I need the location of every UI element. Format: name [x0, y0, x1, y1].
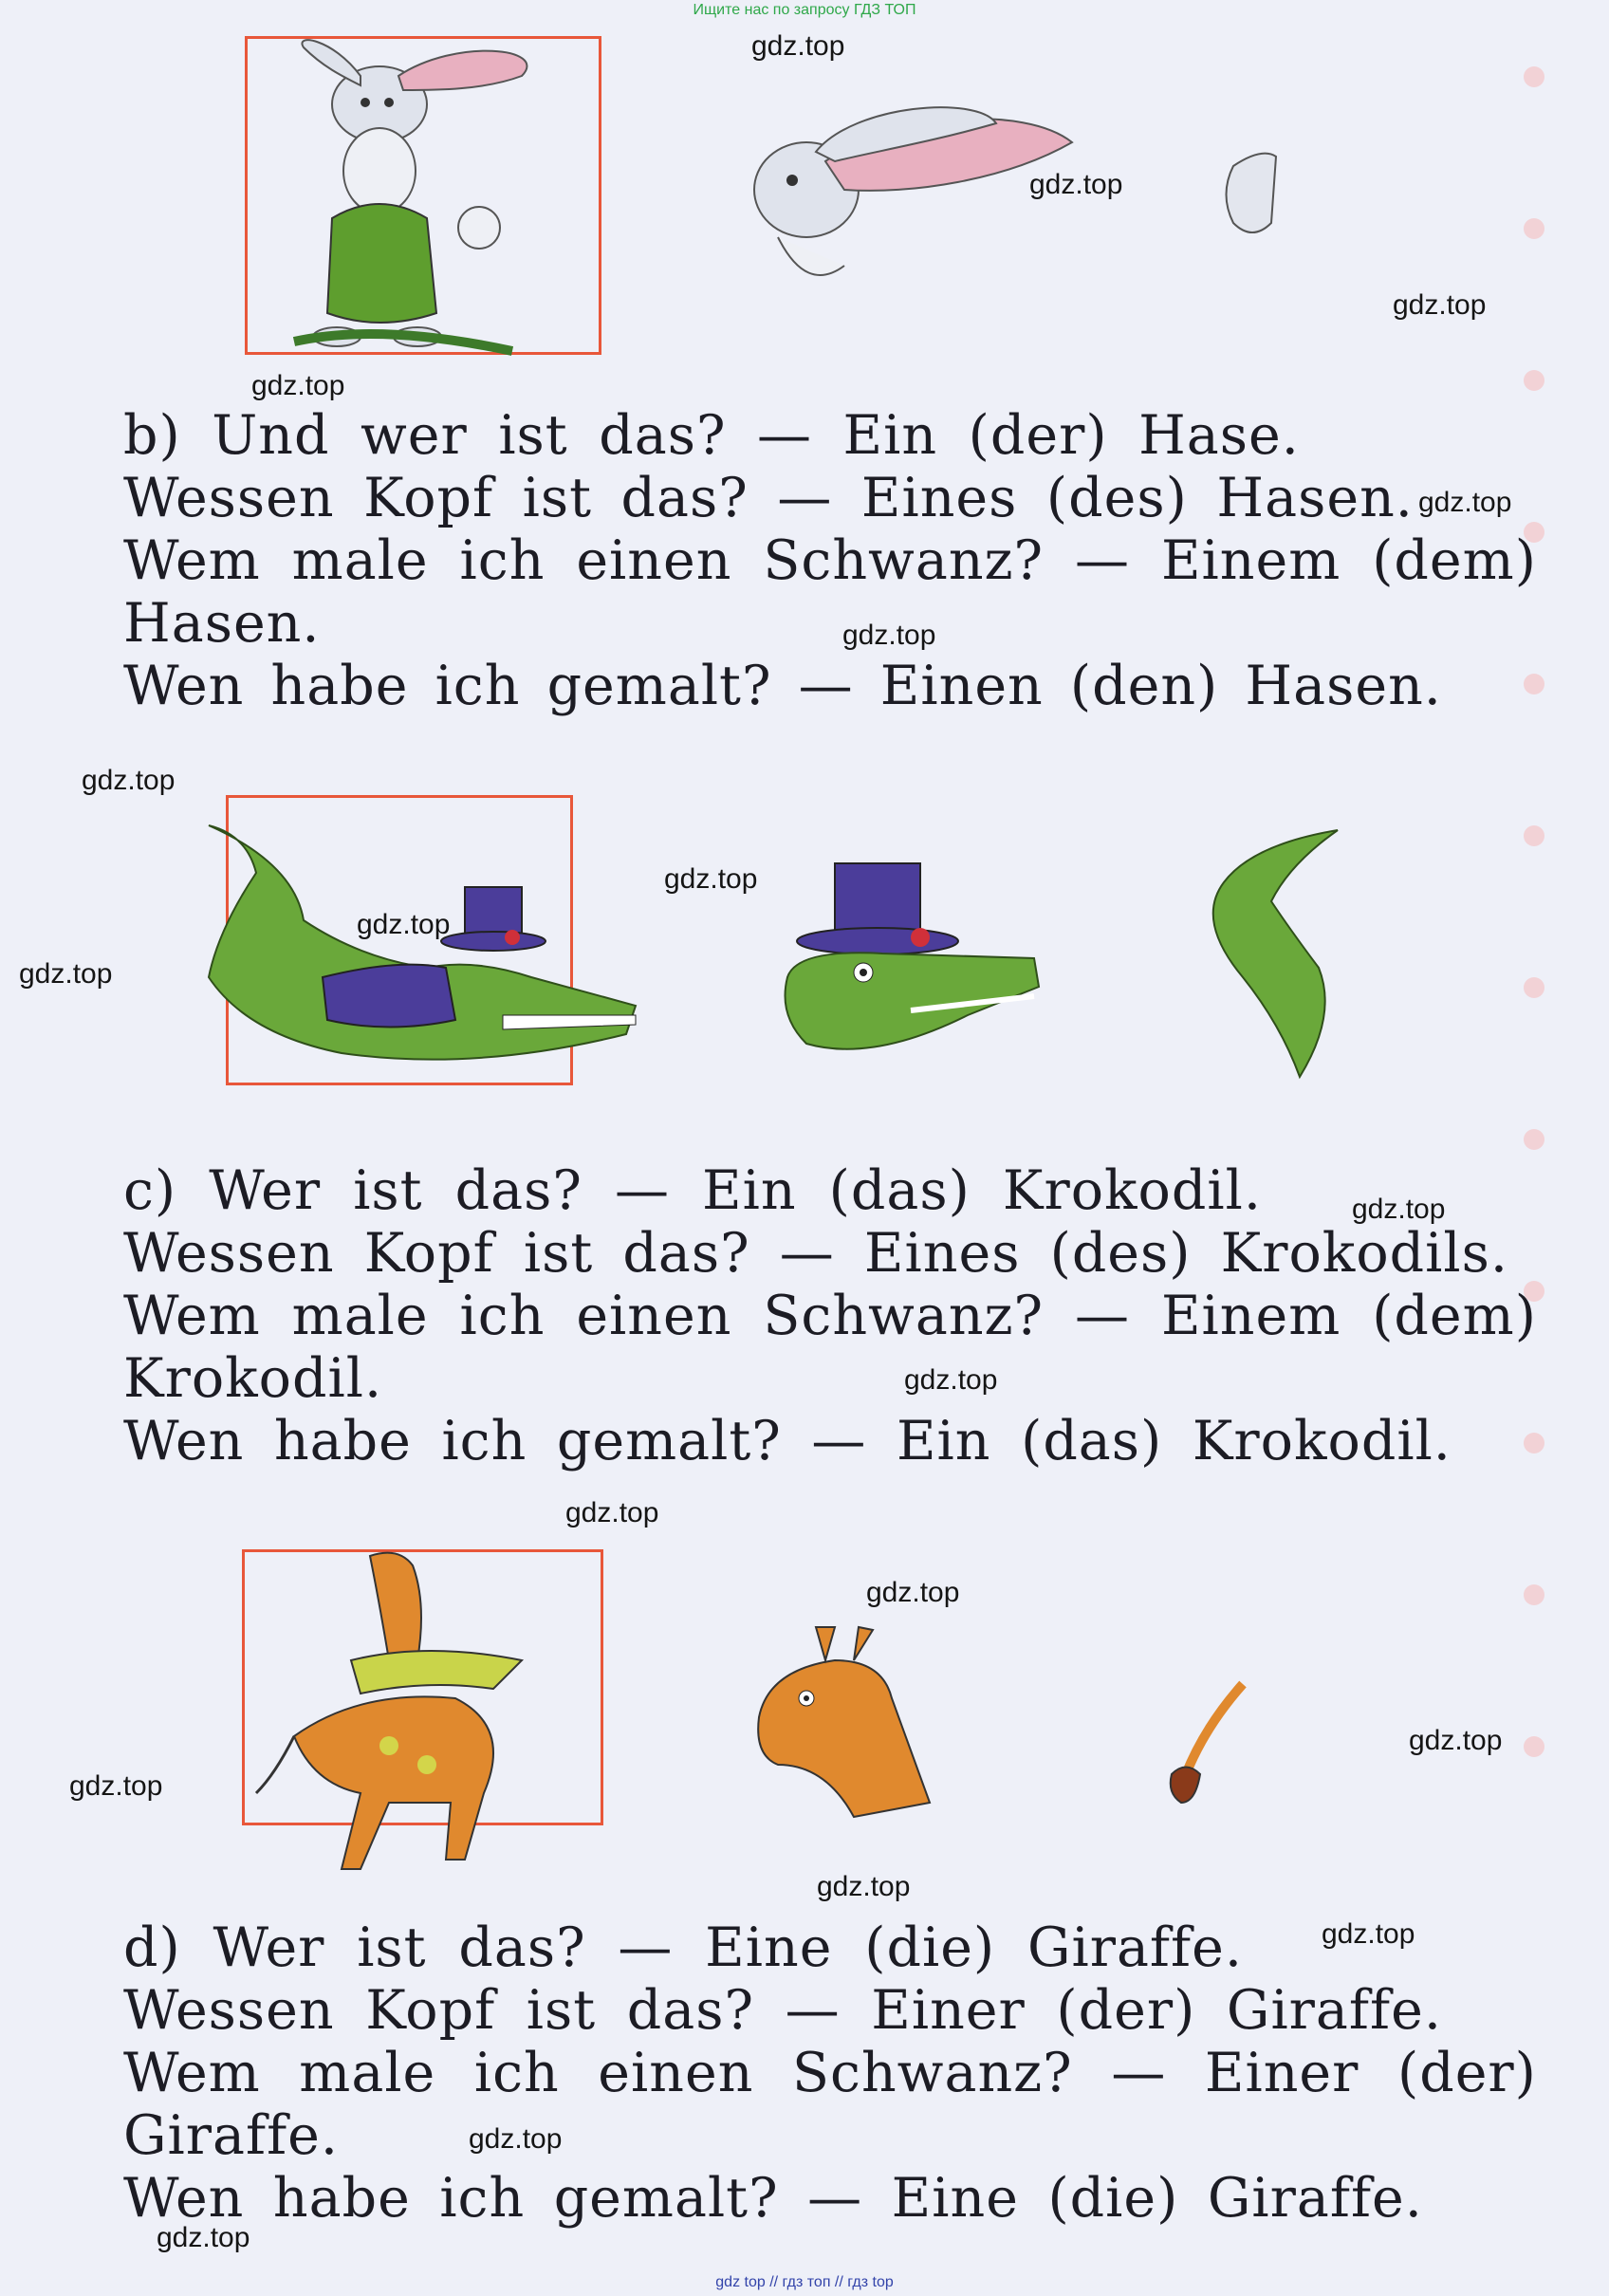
word: Krokodil.	[1002, 1159, 1262, 1222]
watermark: gdz.top	[1409, 1725, 1503, 1756]
word: Wem	[123, 1285, 261, 1347]
section-c	[123, 1159, 1262, 1222]
word: male	[291, 529, 429, 592]
word: —	[807, 2167, 863, 2230]
word: Wer	[213, 1916, 325, 1979]
watermark: gdz.top	[565, 1497, 659, 1528]
crocodile-full-illustration	[190, 816, 645, 1110]
watermark: gdz.top	[866, 1577, 960, 1608]
word: ist	[498, 404, 568, 467]
giraffe-full-illustration	[237, 1546, 560, 1879]
section-b-line-5	[123, 655, 1442, 717]
word: gemalt?	[546, 655, 772, 717]
watermark: gdz.top	[69, 1770, 163, 1802]
word: habe	[270, 655, 409, 717]
word: Ein	[702, 1159, 797, 1222]
section-c-5	[123, 1410, 1452, 1472]
word: —	[618, 1916, 674, 1979]
word: Krokodil.	[123, 1347, 383, 1410]
crocodile-tail-illustration	[1176, 825, 1347, 1082]
word: Wer	[209, 1159, 322, 1222]
watermark: gdz.top	[664, 863, 758, 895]
word: das?	[454, 1159, 583, 1222]
word: ist	[526, 1979, 597, 2042]
word: Krokodil.	[1192, 1410, 1452, 1472]
section-d	[123, 1916, 1243, 1979]
section-b-line-3	[123, 529, 1537, 592]
word: ich	[441, 1410, 527, 1472]
word: Einer	[871, 1979, 1026, 2042]
section-d-line-3	[123, 2042, 1537, 2104]
decorative-dots	[1524, 66, 1552, 1869]
section-b-line-4	[123, 592, 1537, 655]
crocodile-head-illustration	[778, 854, 1044, 1072]
word: habe	[272, 2167, 411, 2230]
word: —	[779, 1222, 835, 1285]
word: Wen	[123, 2167, 245, 2230]
watermark: gdz.top	[251, 370, 345, 401]
word: Einer	[1204, 2042, 1359, 2104]
word: Wen	[123, 1410, 245, 1472]
word: Schwanz?	[791, 2042, 1073, 2104]
section-d-line-5	[123, 2167, 1423, 2230]
word: male	[291, 1285, 429, 1347]
word: (dem)	[1372, 1285, 1537, 1347]
section-d-line-1	[123, 1916, 1243, 1979]
word: Hase.	[1138, 404, 1300, 467]
word: (die)	[1047, 2167, 1179, 2230]
word: (das)	[828, 1159, 971, 1222]
watermark: gdz.top	[751, 30, 845, 62]
word: ist	[353, 1159, 423, 1222]
word: Eines	[860, 467, 1018, 529]
section-c-line-2	[123, 1222, 1508, 1285]
section-d-5	[123, 2167, 1423, 2230]
word: ich	[439, 2167, 526, 2230]
section-c-line-1	[123, 1159, 1262, 1222]
watermark: gdz.top	[817, 1871, 911, 1902]
word: Kopf	[363, 467, 494, 529]
word: —	[1075, 1285, 1131, 1347]
word: ist	[357, 1916, 427, 1979]
section-c-3	[123, 1285, 1537, 1410]
word: (des)	[1049, 1222, 1192, 1285]
bottom-banner: gdz top // гдз топ // гдз top	[715, 2274, 894, 2290]
word: ich	[473, 2042, 560, 2104]
section-b	[123, 404, 1300, 467]
watermark: gdz.top	[1352, 1194, 1446, 1225]
word: gemalt?	[553, 2167, 779, 2230]
watermark: gdz.top	[157, 2222, 250, 2253]
word: Einem	[1160, 529, 1341, 592]
section-d-3	[123, 2042, 1537, 2167]
section-d-2	[123, 1979, 1442, 2042]
word: gemalt?	[556, 1410, 782, 1472]
word: ich	[459, 1285, 546, 1347]
word: ist	[522, 467, 593, 529]
word: (der)	[1056, 1979, 1196, 2042]
word: —	[785, 1979, 841, 2042]
word: Wem	[123, 529, 261, 592]
word: Eines	[863, 1222, 1021, 1285]
word: einen	[598, 2042, 754, 2104]
watermark: gdz.top	[842, 620, 936, 651]
section-b-2	[123, 467, 1414, 529]
word: Giraffe.	[1026, 1916, 1243, 1979]
watermark: gdz.top	[1418, 487, 1512, 518]
word: (die)	[864, 1916, 996, 1979]
word: das?	[458, 1916, 586, 1979]
section-b-5	[123, 655, 1442, 717]
word: Einen	[879, 655, 1044, 717]
top-banner: Ищите нас по запросу ГДЗ ТОП	[693, 2, 916, 18]
word: Kopf	[363, 1222, 494, 1285]
word: Giraffe.	[1226, 1979, 1442, 2042]
watermark: gdz.top	[904, 1364, 998, 1396]
word: —	[798, 655, 854, 717]
word: —	[614, 1159, 670, 1222]
watermark: gdz.top	[19, 958, 113, 990]
word: Wem	[123, 2042, 261, 2104]
section-c-line-5	[123, 1410, 1452, 1472]
watermark: gdz.top	[357, 909, 451, 940]
word: Hasen.	[1216, 467, 1414, 529]
word: Hasen.	[1245, 655, 1442, 717]
word: das?	[620, 467, 749, 529]
word: (der)	[968, 404, 1108, 467]
section-b-line-2	[123, 467, 1414, 529]
section-d-line-4	[123, 2104, 1537, 2167]
word: Ein	[842, 404, 938, 467]
word: Wen	[123, 655, 245, 717]
word: Wessen	[123, 1222, 335, 1285]
word: —	[1111, 2042, 1167, 2104]
section-c-2	[123, 1222, 1508, 1285]
watermark: gdz.top	[469, 2123, 563, 2155]
section-c-line-3	[123, 1285, 1537, 1347]
word: Giraffe.	[1207, 2167, 1423, 2230]
watermark: gdz.top	[82, 765, 176, 796]
word: b)	[123, 404, 181, 467]
word: (der)	[1396, 2042, 1537, 2104]
word: (dem)	[1372, 529, 1537, 592]
word: einen	[576, 529, 732, 592]
word: d)	[123, 1916, 181, 1979]
section-d-line-2	[123, 1979, 1442, 2042]
giraffe-tail-illustration	[1148, 1679, 1252, 1812]
word: (den)	[1069, 655, 1219, 717]
section-b-line-1	[123, 404, 1300, 467]
section-b-3	[123, 529, 1537, 655]
word: male	[299, 2042, 436, 2104]
giraffe-head-illustration	[749, 1622, 968, 1822]
word: Schwanz?	[763, 529, 1045, 592]
word: Kopf	[365, 1979, 496, 2042]
word: einen	[576, 1285, 732, 1347]
word: Giraffe.	[123, 2104, 340, 2167]
word: Schwanz?	[763, 1285, 1045, 1347]
word: Eine	[705, 1916, 833, 1979]
word: Wessen	[123, 467, 335, 529]
word: Krokodils.	[1220, 1222, 1508, 1285]
word: Wessen	[123, 1979, 335, 2042]
word: Ein	[896, 1410, 991, 1472]
word: das?	[626, 1979, 755, 2042]
watermark: gdz.top	[1029, 169, 1123, 200]
word: (des)	[1045, 467, 1188, 529]
watermark: gdz.top	[1322, 1918, 1415, 1950]
hare-full-illustration	[237, 38, 541, 370]
word: —	[777, 467, 833, 529]
word: c)	[123, 1159, 177, 1222]
section-c-line-4	[123, 1347, 1537, 1410]
word: Und	[212, 404, 330, 467]
hare-tail-illustration	[1214, 147, 1290, 251]
word: wer	[361, 404, 468, 467]
word: ist	[523, 1222, 594, 1285]
word: Einem	[1160, 1285, 1341, 1347]
word: —	[811, 1410, 867, 1472]
watermark: gdz.top	[1393, 289, 1487, 321]
word: —	[757, 404, 813, 467]
word: das?	[599, 404, 727, 467]
word: ich	[459, 529, 546, 592]
word: Eine	[891, 2167, 1019, 2230]
word: Hasen.	[123, 592, 321, 655]
word: (das)	[1021, 1410, 1163, 1472]
word: —	[1075, 529, 1131, 592]
word: das?	[622, 1222, 750, 1285]
word: habe	[273, 1410, 412, 1472]
word: ich	[435, 655, 521, 717]
